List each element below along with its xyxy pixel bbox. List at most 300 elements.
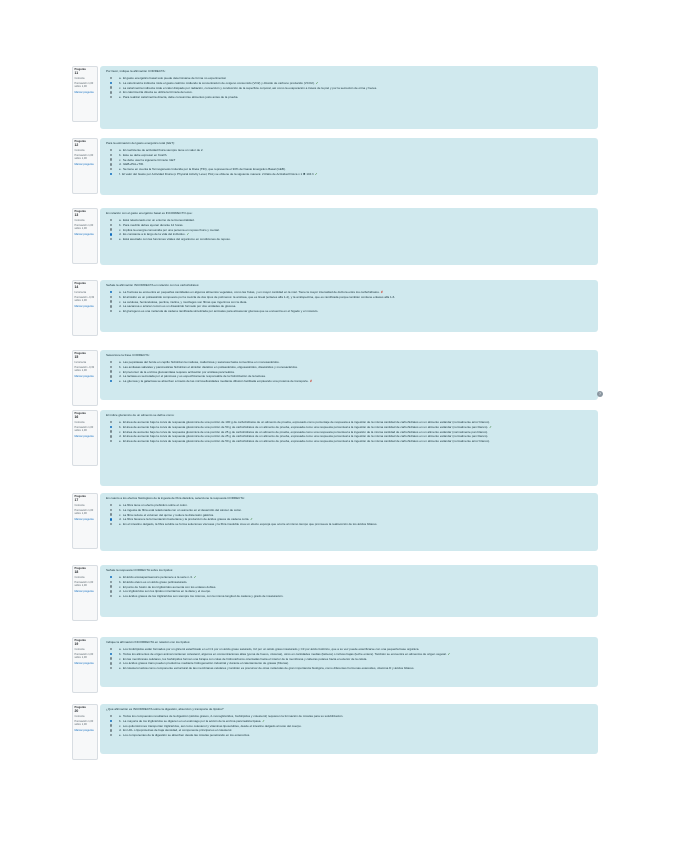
radio-button[interactable] [110,86,112,88]
answer-letter: a. [119,575,122,579]
answer-letter: e. [119,167,122,172]
radio-button[interactable] [110,154,112,156]
answer-text: El punto de fusión de los triglicéridos aumenta con los enlaces dobles. [122,584,217,589]
radio-button[interactable] [110,734,112,736]
answer-text: El área de aumento bajo la curva de respuesta glucémica de una porción de 50 g de carbohidratos de un alimento de prueba, expresada como una respuesta porcentual a la ingestión de la misma cantidad de carbohidratos en un alimento estándar (normalmente pan blanco). [123,424,489,429]
answer-text: Se debe usar la siguiente fórmula: GET [122,157,176,162]
answer-option[interactable] [110,522,592,526]
answer-option[interactable] [110,172,592,176]
question-state: Correcta [74,76,85,80]
answer-letter: c. [119,227,122,232]
radio-button[interactable] [110,291,112,293]
question-info [72,66,98,122]
question-label: Pregunta [74,140,86,143]
answer-text: Las pepsitasas del borde en cepillo hidrolizan la maltosa, maltotriosa y sacarosa hasta convertirse en monosacáridos. [123,360,280,364]
answer-letter: e. [119,594,122,599]
answer-letter: d. [119,90,122,95]
answer-option[interactable] [110,81,592,85]
question-label: Pregunta [74,495,86,498]
radio-button[interactable] [110,224,112,226]
question-content [100,208,598,265]
answer-text: Los ácidos grasos trans pueden producirse mediante hidrogenación industrial y durante el calentamiento de grasas (frituras). [123,661,289,666]
question-info [72,704,98,760]
answer-list [110,503,592,526]
answer-letter: a. [119,290,122,294]
answer-list [110,420,592,443]
answer-letter: c. [119,723,122,728]
answer-text: El área de aumento bajo la curva de respuesta glucémica de una porción de 50 g de carbohidratos de un alimento de prueba, expresada como una respuesta porcentual a la ingestión de la misma cantidad de carbohidratos en un alimento estándar (normalmente arroz blanco). [123,439,491,444]
question-12 [72,138,602,195]
answer-text: El área de aumento bajo la curva de respuesta glucémica de una porción de 25 g de carbohidratos de un alimento de prueba, expresada como una respuesta porcentual a la ingestión de la misma cantidad de carbohidratos en un alimento estándar (normalmente pan blanco). [123,434,489,439]
question-state: Correcta [74,420,85,424]
radio-button[interactable] [110,173,112,175]
answer-option[interactable] [110,290,592,294]
radio-button[interactable] [110,238,112,240]
question-label: Pregunta [74,706,86,709]
correct-icon: ✓ [314,171,318,176]
answer-text: Este se debe expresar en Kcal/h. [123,152,168,157]
answer-letter: e. [119,439,122,444]
question-text: Por favor, indique la afirmación CORRECTA: [106,69,166,73]
answer-list [110,290,592,313]
question-score: Puntuación 1,00 sobre 1,00 [74,81,94,88]
answer-option[interactable] [110,585,592,589]
answer-list [110,575,592,598]
answer-text: El valor del Gasto por Actividad Física (o Physical Activity Level, PAL) se obtiene de la siguiente manera: 2.Ratio de Actividad Física x 1 ✖ 104 h [122,171,314,176]
question-state: Correcta [74,647,85,651]
question-19 [72,637,602,687]
answer-text: Está asociado con las funciones vitales del organismo en condiciones de reposo. [123,237,231,242]
answer-text: El ácido oleico es un ácido graso poliinsaturado. [123,579,188,584]
question-text: Indique la afirmación INCORRECTA en relación con los lípidos: [106,640,191,644]
answer-option[interactable] [110,666,592,670]
answer-option[interactable] [110,513,592,517]
question-label: Pregunta [74,412,86,415]
answer-letter: d. [119,304,122,309]
question-label: Pregunta [74,567,86,570]
answer-letter: b. [119,80,122,85]
correct-icon: ✓ [262,718,265,723]
answer-text: Implica la energía consumida por una persona en reposo físico y mental. [122,227,220,232]
radio-button[interactable] [110,219,112,221]
answer-option[interactable] [110,517,592,521]
answer-list [110,76,592,99]
radio-button[interactable] [110,375,112,377]
flag-question-link[interactable]: Marcar pregunta [74,374,94,378]
answer-text: La lactasa es secretada por el páncreas y es específicamente responsable de la hidrolización de la lactosa. [123,374,266,379]
question-text: ¿Qué afirmación es INCORRECTA sobre la digestión, absorción y transporte de lípidos? [106,707,224,711]
question-text: Señale la respuesta CORRECTA sobre los lípidos: [106,568,174,572]
answer-text: Los quilomicrones transportan triglicéridos, así como colesterol y vitaminas liposolubles, desde el intestino delgado al resto del cuerpo. [122,723,302,728]
answer-option[interactable] [110,295,592,299]
radio-button[interactable] [110,440,112,442]
answer-option[interactable] [110,232,592,236]
radio-button[interactable] [110,310,112,312]
answer-letter: e. [119,237,122,242]
answer-text: La fructosa se encuentra en pequeñas cantidades en algunos alimentos vegetales, como las frutas, y en mayor cantidad en la miel. Tiene la mayor intensidad de dulzura entre los carbohidratos. [123,290,380,294]
incorrect-icon: ✗ [380,290,384,294]
question-state: Correcta [74,503,85,507]
answer-option[interactable] [110,420,592,424]
radio-button[interactable] [110,305,112,307]
radio-button[interactable] [110,426,112,428]
question-14 [72,280,602,332]
answer-option[interactable] [110,167,592,171]
correct-icon: ✓ [250,517,253,522]
question-state: Correcta [74,575,85,579]
radio-button[interactable] [110,96,112,98]
question-score: Puntuación 1,00 sobre 1,00 [74,719,94,726]
answer-text: El gasto energético basal solo puede determinarse de forma no experimental. [123,76,227,80]
question-text: Señale la afirmación INCORRECTA en relación con los carbohidratos: [106,283,200,287]
answer-letter: a. [119,647,122,651]
question-18 [72,565,602,617]
radio-button[interactable] [110,158,112,160]
radio-button[interactable] [110,590,112,592]
radio-button[interactable] [110,648,112,650]
radio-button[interactable] [110,228,112,230]
radio-button[interactable] [110,77,112,79]
answer-text: El precursor de la enzima glucoamilasa requiere activación por amilasa pancreática. [122,369,235,374]
question-11 [72,66,602,129]
answer-letter: a. [119,148,122,152]
radio-button[interactable] [110,667,112,669]
answer-option[interactable] [110,379,592,383]
answer-text: La calorimetría indirecta mide el calor disipado por radiación, convección y conducción de la superficie corporal, así como la evaporación a través de la piel y por la secreción de orina y heces. [122,85,378,90]
radio-button[interactable] [110,509,112,511]
question-score: Puntuación -0,33 sobre 1,00 [74,365,95,372]
answer-text: Se tiene en cuenta la Termogénesis Inducida por la Dieta (TID), que representa el 30% del Gasto Energético Basal (GEB). [123,167,286,172]
radio-button[interactable] [110,300,112,302]
radio-button[interactable] [110,430,112,432]
answer-option[interactable] [110,162,592,166]
answer-text: Los componentes de la digestión se absorben desde las micelas penetrando en los enterocitos. [123,733,251,738]
radio-button[interactable] [110,523,112,525]
question-state: Incorrecta [74,360,87,364]
question-content [100,350,598,400]
answer-text: Las amilasas salivales y pancreáticas hidrolizan el almidón dietético en polisacáridos, oligosacáridos, disacáridos y monosacáridos. [123,364,298,369]
answer-letter: b. [119,718,122,723]
answer-list [110,360,592,383]
question-state: Correcta [74,148,85,152]
answer-letter: d. [119,374,122,379]
answer-option[interactable] [110,304,592,308]
answer-letter: d. [119,728,122,733]
answer-option[interactable] [110,153,592,157]
answer-letter: b. [119,294,122,299]
radio-button[interactable] [110,576,112,578]
answer-option[interactable] [110,714,592,718]
answer-text: Está relacionado con un entorno de termoneutralidad. [123,218,195,222]
question-content [100,410,598,486]
question-info [72,350,98,406]
answer-letter: d. [119,589,122,594]
flag-question-link[interactable]: Marcar pregunta [74,728,94,732]
answer-letter: e. [119,522,122,527]
answer-option[interactable] [110,218,592,222]
answer-letter: b. [119,651,122,656]
answer-text: La fibra tiene un efecto prebiótico sobre el colon. [123,503,188,507]
answer-letter: c. [119,429,122,434]
radio-button[interactable] [110,149,112,151]
answer-option[interactable] [110,86,592,90]
answer-option[interactable] [110,728,592,732]
answer-letter: b. [119,507,122,512]
question-17 [72,493,602,551]
answer-text: En calorimetría directa se utiliza la fórmula del ecuó. [123,90,193,95]
answer-option[interactable] [110,90,592,94]
answer-option[interactable] [110,439,592,443]
question-content [100,66,598,129]
question-info [72,565,98,621]
question-label: Pregunta [74,352,86,355]
answer-letter: b. [119,579,122,584]
question-number: 12 [74,142,79,147]
answer-option[interactable] [110,661,592,665]
answer-list [110,218,592,241]
answer-letter: f. [119,171,121,176]
question-content [100,704,598,754]
answer-text: Los triglicéridos son los lípidos minoritarios en la dieta y el cuerpo. [123,589,212,594]
radio-button[interactable] [110,380,112,382]
answer-option[interactable] [110,719,592,723]
radio-button[interactable] [110,504,112,506]
answer-letter: a. [119,360,122,364]
answer-option[interactable] [110,425,592,429]
question-info [72,637,98,693]
answer-list [110,714,592,737]
answer-option[interactable] [110,652,592,656]
answer-option[interactable] [110,575,592,579]
answer-option[interactable] [110,594,592,598]
answer-option[interactable] [110,148,592,152]
answer-letter: e. [119,379,122,384]
answer-text: La ingesta de fibra está relacionada con un aumento en el desarrollo del cáncer de colon. [123,507,242,512]
question-content [100,493,598,551]
radio-button[interactable] [110,585,112,587]
radio-button[interactable] [110,361,112,363]
question-number: 11 [74,70,79,75]
question-label: Pregunta [74,282,86,285]
radio-button[interactable] [110,720,112,722]
answer-text: El glucógeno es una molécula de cadena ramificada sintetizada por animales para almacenar glucosa que se encuentra en el hígado y el músculo. [123,309,319,314]
answer-letter: b. [119,152,122,157]
answer-option[interactable] [110,503,592,507]
answer-letter: c. [119,299,122,304]
radio-button[interactable] [110,82,112,84]
answer-letter: e. [119,733,122,738]
answer-option[interactable] [110,647,592,651]
answer-option[interactable] [110,237,592,241]
flag-question-link[interactable]: Marcar pregunta [74,90,94,94]
question-score: Puntuación 1,00 sobre 1,00 [74,580,94,587]
question-16 [72,410,602,486]
flag-question-link[interactable]: Marcar pregunta [74,162,94,166]
answer-letter: d. [119,434,122,439]
answer-letter: c. [119,584,122,589]
answer-option[interactable] [110,434,592,438]
answer-list [110,148,592,176]
radio-button[interactable] [110,233,112,235]
radio-button[interactable] [110,163,112,165]
question-text: Para la estimación del gasto energético total (GET): [106,141,175,145]
radio-button[interactable] [110,581,112,583]
answer-letter: d. [119,517,122,522]
radio-button[interactable] [110,370,112,372]
question-score: Puntuación 1,00 sobre 1,00 [74,223,94,230]
answer-text: La calorimetría indirecta mide el gasto calórico midiendo la concentración de oxígeno consumido (VO2) y dióxido de carbono producido (VCO2). [123,80,315,85]
question-content [100,280,598,332]
radio-button[interactable] [110,296,112,298]
answer-letter: e. [119,309,122,314]
question-content [100,637,598,687]
radio-button[interactable] [110,366,112,368]
question-13 [72,208,602,265]
question-number: 18 [74,569,79,574]
answer-text: Es constante a lo largo de la vida del individuo. [123,232,186,237]
answer-option[interactable] [110,508,592,512]
answer-letter: c. [119,157,122,162]
correct-icon: ✓ [447,651,451,656]
answer-letter: c. [119,369,122,374]
answer-option[interactable] [110,228,592,232]
flag-question-link[interactable]: Marcar pregunta [74,589,94,593]
question-15 [72,350,602,400]
question-info [72,280,98,336]
question-text: El índice glucémico de un alimento se define como: [106,413,175,417]
radio-button[interactable] [110,662,112,664]
question-label: Pregunta [74,68,86,71]
answer-letter: a. [119,218,122,222]
answer-text: En las membranas celulares, los fosfolípidos forman una bicapa con colas de hidrocarburos orientadas hacia el interior de la membrana y cabezas polares hacia el exterior de la célula. [122,656,368,661]
radio-button[interactable] [110,435,112,437]
answer-text: La fibra reduce el volumen del quimo y reduce la distensión gástrica. [122,512,215,517]
radio-button[interactable] [110,168,112,170]
question-text: Seleccione la frase CORRECTA: [106,353,150,357]
question-label: Pregunta [74,210,86,213]
answer-option[interactable] [110,733,592,737]
flag-question-link[interactable]: Marcar pregunta [74,661,94,665]
answer-option[interactable] [110,580,592,584]
answer-letter: d. [119,232,122,237]
answer-option[interactable] [110,158,592,162]
answer-option[interactable] [110,430,592,434]
answer-letter: b. [119,424,122,429]
radio-button[interactable] [110,653,112,655]
answer-text: En el intestino delgado, la fibra soluble se forma soluciones viscosas y la fibra insoluble crea un efecto esponja que ocurre al mismo tiempo que promueve la reabsorción de los ácidos biliares. [123,522,378,527]
question-info [72,493,98,549]
answer-option[interactable] [110,76,592,80]
question-score: Puntuación 1,00 sobre 1,00 [74,425,94,432]
incorrect-icon: ✗ [309,379,313,384]
question-number: 15 [74,354,79,359]
answer-option[interactable] [110,360,592,364]
question-text: En cuanto a los efectos fisiológicos de la ingesta de fibra dietética, seleccione la respuesta CORRECTA: [106,496,245,500]
radio-button[interactable] [110,595,112,597]
flag-question-link[interactable]: Marcar pregunta [74,304,94,308]
answer-letter: a. [119,714,122,718]
radio-button[interactable] [110,657,112,659]
answer-text: El ácido eicosapentaenoico pertenece a la serie n-3. [123,575,193,579]
answer-option[interactable] [110,95,592,99]
radio-button[interactable] [110,91,112,93]
answer-text: La celulosa, hemicelulosa, pectina, inulina, y mucílagos son fibras que ingerimos con la dieta. [122,299,248,304]
answer-option[interactable] [110,300,592,304]
question-score: Puntuación 1,00 sobre 1,00 [74,508,94,515]
answer-text: La sacarosa o azúcar común es un disacárido formado por dos unidades de glucosa. [123,304,237,309]
answer-text: El colesterol actúa como componente estructural de las membranas celulares y también es precursor de otras moléculas de gran importancia biológica, como diferentes hormonas esteroides, vitamina D y ácidos biliares. [123,666,415,671]
answer-option[interactable] [110,309,592,313]
question-content [100,565,598,617]
answer-letter: c. [119,512,122,517]
question-text: En relación con el gasto energético basal es INCORRECTO que: [106,211,193,215]
question-state: Correcta [74,218,85,222]
question-number: 17 [74,497,79,502]
answer-option[interactable] [110,365,592,369]
answer-letter: a. [119,420,122,424]
answer-letter: e. [119,95,122,100]
answer-text: El área de aumento bajo la curva de respuesta glucémica de una porción de 25 g de carbohidratos de un alimento de prueba, expresada como una respuesta porcentual a la ingestión de la misma cantidad de carbohidratos en un alimento estándar (normalmente pan blanco). [122,429,489,434]
question-score: Puntuación 1,00 sobre 1,00 [74,652,94,659]
answer-text: La mayoría de los triglicéridos se digieren en el estómago por la acción de la enzima pancreática lipasa. [123,718,262,723]
question-number: 14 [74,284,79,289]
radio-button[interactable] [110,513,112,515]
question-label: Pregunta [74,639,86,642]
flag-question-link[interactable]: Marcar pregunta [74,434,94,438]
question-number: 20 [74,708,79,713]
answer-letter: d. [119,162,122,167]
radio-button[interactable] [110,729,112,731]
radio-button[interactable] [110,715,112,717]
answer-text: Los ácidos grasos de los triglicéridos son siempre los mismos, con la misma longitud de cadena y grado de insaturación. [123,594,284,599]
radio-button[interactable] [110,724,112,726]
radio-button[interactable] [110,421,112,423]
question-score: Puntuación 1,00 sobre 1,00 [74,153,94,160]
correct-icon: ✓ [315,80,319,85]
answer-option[interactable] [110,657,592,661]
answer-text: La glucosa y la galactosa se absorben a través de las microvellosidades mediante difusión facilitada empleando una proteína de transporte. [123,379,309,384]
question-info [72,208,98,264]
answer-option[interactable] [110,370,592,374]
flag-question-link[interactable]: Marcar pregunta [74,517,94,521]
question-20 [72,704,602,754]
answer-text: El almidón es un polisacárido compuesto por la mezcla de dos tipos de polímeros: la amilosa, que es lineal (enlaces alfa 1-4), y la amilopectina, que es ramificada porque también contiene enlaces alfa 1-6. [123,294,396,299]
answer-option[interactable] [110,589,592,593]
answer-option[interactable] [110,374,592,378]
correct-icon: ✓ [489,424,492,429]
answer-letter: c. [119,85,122,90]
question-number: 16 [74,414,79,419]
answer-text: Para medirlo debes ayunar durante 12 horas. [123,222,184,227]
correct-icon: ✓ [186,232,190,237]
question-number: 13 [74,212,79,217]
help-icon[interactable]: ? [598,391,602,396]
answer-option[interactable] [110,724,592,728]
flag-question-link[interactable]: Marcar pregunta [74,232,94,236]
answer-option[interactable] [110,223,592,227]
answer-letter: b. [119,222,122,227]
answer-text: Para realizar calorimetría directa, debe consumirse alimentos justo antes de la prueba. [123,95,239,100]
question-state: Incorrecta [74,290,87,294]
correct-icon: ✓ [193,575,197,579]
answer-text: Todos los alimentos de origen animal contienen colesterol, algunos en concentraciones altas (yema de huevo, vísceras), otros en cantidades medias (lácteos) o incluso bajas (leche entera). También se encuentra en alimentos de origen vegetal. [123,651,447,656]
radio-button[interactable] [110,518,112,520]
answer-list [110,647,592,670]
question-info [72,410,98,466]
question-content [100,138,598,195]
answer-letter: e. [119,666,122,671]
question-state: Correcta [74,714,85,718]
